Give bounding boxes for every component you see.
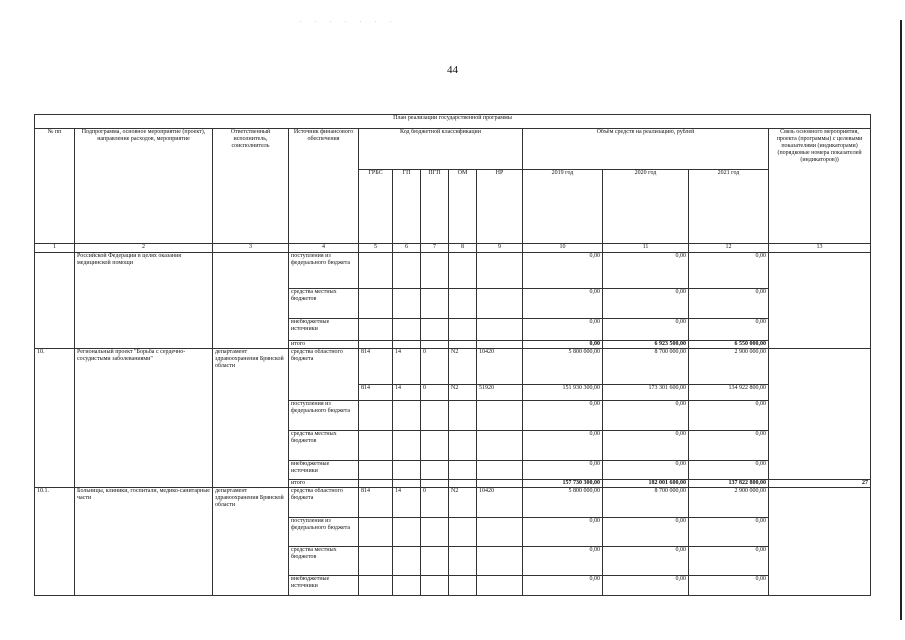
code-grbs: 814: [359, 349, 393, 385]
code-grbs: 814: [359, 488, 393, 518]
row-source: поступления из федерального бюджета: [289, 518, 359, 547]
value-2019: 0,00: [523, 401, 603, 431]
value-2020: 182 001 600,00: [603, 480, 689, 488]
col-number: 11: [603, 244, 689, 253]
value-2019: 5 800 000,00: [523, 488, 603, 518]
header-name: Подпрограмма, основное мероприятие (проект), направление расходов, мероприятие: [75, 129, 213, 244]
value-2021: 2 900 000,00: [689, 488, 769, 518]
row-source: внебюджетные источники: [289, 319, 359, 341]
row-executor: [213, 253, 289, 349]
value-2019: 0,00: [523, 319, 603, 341]
header-link: Связь основного мероприятия, проекта (программы) с целевыми показателями (индикаторами) (порядковые номера показателей (индикаторов)): [769, 129, 871, 244]
code-pgp: 0: [421, 349, 449, 385]
value-2020: 8 700 000,00: [603, 349, 689, 385]
header-source: Источник финансового обеспечения: [289, 129, 359, 244]
value-2019: 0,00: [523, 431, 603, 461]
value-2020: 0,00: [603, 547, 689, 576]
value-2020: 0,00: [603, 431, 689, 461]
code-nr: 10420: [477, 349, 523, 385]
value-2021: 0,00: [689, 289, 769, 319]
row-no: 10.1.: [35, 488, 75, 596]
header-pgp: ПГП: [421, 170, 449, 244]
value-2020: 0,00: [603, 253, 689, 289]
row-source: средства областного бюджета: [289, 349, 359, 401]
value-2021: 6 550 000,00: [689, 341, 769, 349]
header-gp: ГП: [393, 170, 421, 244]
scan-marks: . . . . . . .: [300, 18, 398, 24]
code-gp: 14: [393, 488, 421, 518]
col-number: 10: [523, 244, 603, 253]
page-number: 44: [447, 64, 458, 76]
col-number: 7: [421, 244, 449, 253]
value-2019: 0,00: [523, 289, 603, 319]
value-2019: 151 930 300,00: [523, 385, 603, 401]
col-number: 3: [213, 244, 289, 253]
value-2020: 0,00: [603, 576, 689, 596]
value-2020: 0,00: [603, 319, 689, 341]
value-2021: 2 900 000,00: [689, 349, 769, 385]
value-2021: 0,00: [689, 518, 769, 547]
row-source: внебюджетные источники: [289, 461, 359, 480]
code-grbs: 814: [359, 385, 393, 401]
code-nr: 10420: [477, 488, 523, 518]
col-number: 13: [769, 244, 871, 253]
header-volume: Объём средств на реализацию, рублей: [523, 129, 769, 170]
column-numbers-row: [35, 244, 871, 253]
value-2020: 0,00: [603, 518, 689, 547]
header-no: № пп: [35, 129, 75, 244]
row-source: поступления из федерального бюджета: [289, 401, 359, 431]
value-2021: 0,00: [689, 576, 769, 596]
code-pgp: 0: [421, 488, 449, 518]
row-source: средства местных бюджетов: [289, 289, 359, 319]
row-executor: департамент здравоохранения Брянской области: [213, 349, 289, 488]
row-source: итого: [289, 480, 359, 488]
row-source: средства местных бюджетов: [289, 547, 359, 576]
value-2021: 0,00: [689, 461, 769, 480]
row-link: [769, 253, 871, 349]
col-number: 2: [75, 244, 213, 253]
value-2020: 0,00: [603, 289, 689, 319]
value-2019: 0,00: [523, 253, 603, 289]
row-name: Больницы, клиники, госпитали, медико-санитарные части: [75, 488, 213, 596]
page-edge-line: [900, 20, 902, 620]
row-source: поступления из федерального бюджета: [289, 253, 359, 289]
code-gp: 14: [393, 349, 421, 385]
table-row: [35, 488, 871, 518]
col-number: 6: [393, 244, 421, 253]
program-plan-table: [34, 114, 871, 596]
row-source: средства местных бюджетов: [289, 431, 359, 461]
header-grbs: ГРБС: [359, 170, 393, 244]
code-om: N2: [449, 488, 477, 518]
header-om: ОМ: [449, 170, 477, 244]
row-executor: департамент здравоохранения Брянской области: [213, 488, 289, 596]
table-caption: План реализации государственной программы: [35, 115, 871, 129]
code-gp: 14: [393, 385, 421, 401]
value-2021: 0,00: [689, 253, 769, 289]
value-2020: 6 923 500,00: [603, 341, 689, 349]
value-2021: 0,00: [689, 401, 769, 431]
row-name: Региональный проект "Борьба с сердечно-сосудистыми заболеваниями": [75, 349, 213, 488]
header-budget-code: Код бюджетной классификации: [359, 129, 523, 170]
header-nr: НР: [477, 170, 523, 244]
value-2020: 0,00: [603, 401, 689, 431]
col-number: 1: [35, 244, 75, 253]
code-nr: 51920: [477, 385, 523, 401]
row-source: итого: [289, 341, 359, 349]
value-2021: 0,00: [689, 431, 769, 461]
value-2021: 137 822 800,00: [689, 480, 769, 488]
value-2021: 134 922 800,00: [689, 385, 769, 401]
row-link: [769, 349, 871, 480]
value-2021: 0,00: [689, 319, 769, 341]
col-number: 12: [689, 244, 769, 253]
value-2019: 0,00: [523, 576, 603, 596]
header-2021: 2021 год: [689, 170, 769, 244]
value-2021: 0,00: [689, 547, 769, 576]
row-name: Российской Федерации в целях оказания медицинской помощи: [75, 253, 213, 349]
value-2020: 8 700 000,00: [603, 488, 689, 518]
code-pgp: 0: [421, 385, 449, 401]
value-2019: 0,00: [523, 518, 603, 547]
row-link: 27: [769, 480, 871, 488]
row-source: средства областного бюджета: [289, 488, 359, 518]
col-number: 8: [449, 244, 477, 253]
col-number: 4: [289, 244, 359, 253]
value-2019: 0,00: [523, 461, 603, 480]
col-number: 5: [359, 244, 393, 253]
value-2019: 0,00: [523, 547, 603, 576]
col-number: 9: [477, 244, 523, 253]
value-2019: 157 730 300,00: [523, 480, 603, 488]
code-om: N2: [449, 385, 477, 401]
code-om: N2: [449, 349, 477, 385]
value-2019: 0,00: [523, 341, 603, 349]
value-2020: 173 301 600,00: [603, 385, 689, 401]
row-no: [35, 253, 75, 349]
header-2020: 2020 год: [603, 170, 689, 244]
row-source: внебюджетные источники: [289, 576, 359, 596]
value-2020: 0,00: [603, 461, 689, 480]
value-2019: 5 800 000,00: [523, 349, 603, 385]
row-link: [769, 488, 871, 596]
table-row: [35, 253, 871, 289]
row-no: 10.: [35, 349, 75, 488]
header-2019: 2019 год: [523, 170, 603, 244]
header-executor: Ответственный исполнитель, соисполнитель: [213, 129, 289, 244]
table-row: [35, 349, 871, 385]
